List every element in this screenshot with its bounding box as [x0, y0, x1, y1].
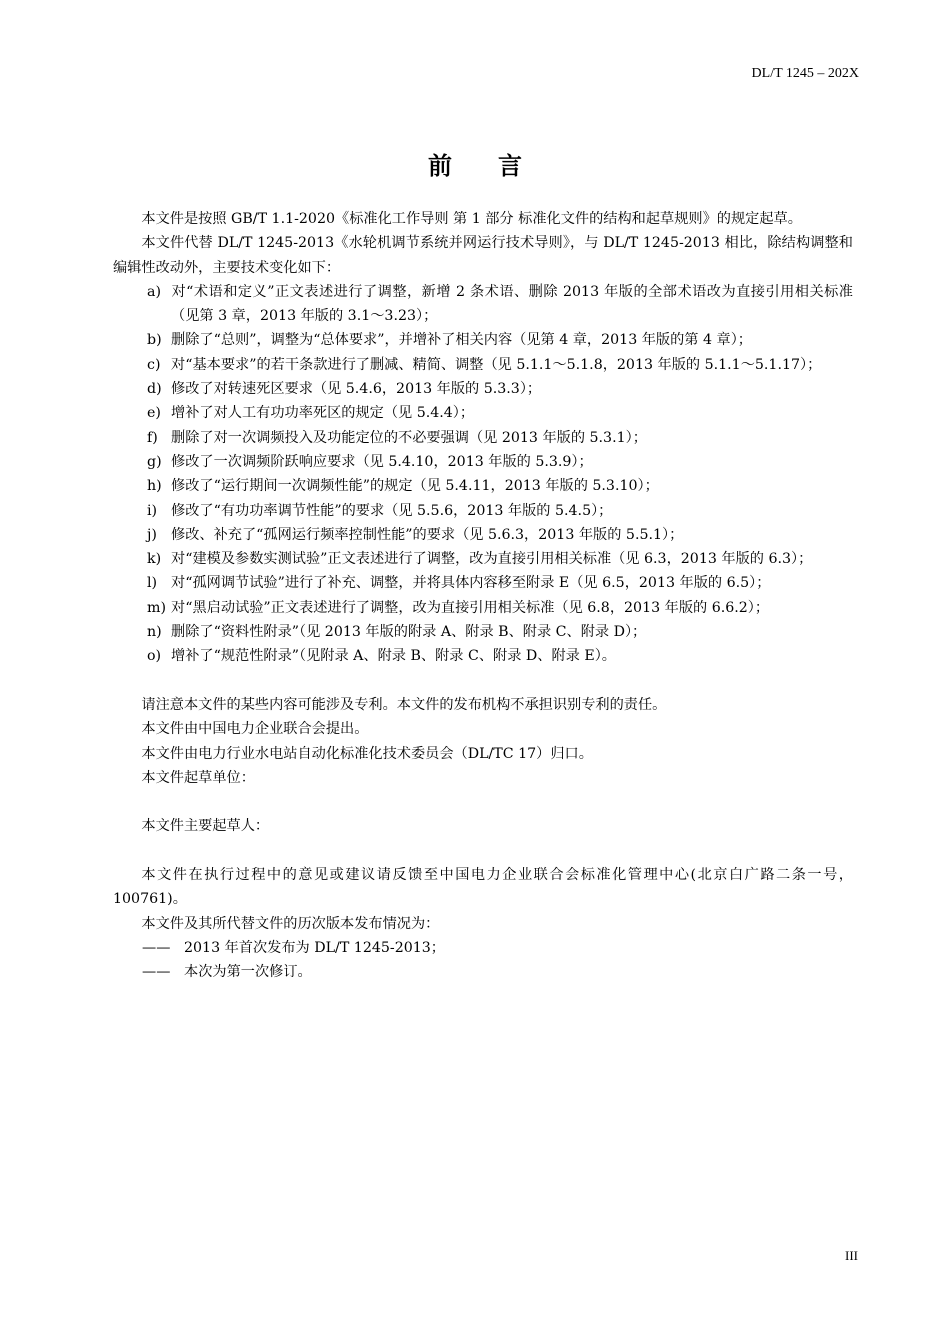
feedback-notice: 本文件在执行过程中的意见或建议请反馈至中国电力企业联合会标准化管理中心(北京白广路二条一号，100761)。: [113, 867, 853, 908]
list-item-text: 对“建模及参数实测试验”正文表述进行了调整，改为直接引用相关标准（见 6.3，2013 年版的 6.3）；: [171, 551, 813, 568]
patent-notice: 请注意本文件的某些内容可能涉及专利。本文件的发布机构不承担识别专利的责任。: [141, 696, 667, 713]
history-dash: ——: [142, 939, 171, 956]
list-item-label: n): [147, 624, 162, 641]
list-item-label: i): [147, 502, 158, 519]
list-item: [113, 499, 853, 523]
history-dash: ——: [142, 964, 171, 981]
list-item-text: 删除了“资料性附录”（见 2013 年版的附录 A、附录 B、附录 C、附录 D）；: [171, 624, 647, 641]
page-title: [0, 146, 950, 181]
list-item-label: o): [147, 648, 162, 665]
title-char-2: 言: [498, 152, 522, 180]
list-item: [113, 401, 853, 425]
list-item-text: 修改了“有功功率调节性能”的要求（见 5.5.6，2013 年版的 5.4.5）；: [171, 502, 613, 519]
list-item-label: a): [147, 283, 161, 300]
list-item: [113, 547, 853, 571]
technical-changes-list: [113, 280, 853, 669]
list-item-text: 修改了“运行期间一次调频性能”的规定（见 5.4.11，2013 年版的 5.3.10）；: [171, 478, 659, 495]
document-code: DL/T 1245 – 202X: [751, 66, 859, 81]
list-item: [113, 620, 853, 644]
list-item-text: 对“术语和定义”正文表述进行了调整，新增 2 条术语、删除 2013 年版的全部术语改为直接引用相关标准（见第 3 章，2013 年版的 3.1～3.23）；: [171, 283, 853, 325]
history-item: [113, 936, 853, 960]
list-item-label: g): [147, 453, 162, 470]
list-item: [113, 644, 853, 668]
drafting-units: 本文件起草单位：: [141, 769, 255, 786]
list-item: [113, 377, 853, 401]
list-item-text: 增补了“规范性附录”（见附录 A、附录 B、附录 C、附录 D、附录 E）。: [171, 648, 616, 665]
list-item-text: 对“孤网调节试验”进行了补充、调整，并将具体内容移至附录 E（见 6.5，2013 年版的 6.5）；: [171, 575, 771, 592]
list-item-text: 对“黑启动试验”正文表述进行了调整，改为直接引用相关标准（见 6.8，2013 年版的 6.6.2）；: [171, 599, 770, 616]
list-item: [113, 523, 853, 547]
history-text: 2013 年首次发布为 DL/T 1245-2013；: [184, 939, 445, 956]
list-item-label: k): [147, 551, 162, 568]
list-item: [113, 426, 853, 450]
intro-paragraph: 本文件是按照 GB/T 1.1-2020《标准化工作导则 第 1 部分 标准化文件的结构和起草规则》的规定起草。: [141, 211, 802, 227]
list-item: [113, 571, 853, 595]
history-item: [113, 960, 853, 984]
title-char-1: 前: [428, 152, 452, 180]
intro-paragraph: 本文件代替 DL/T 1245-2013《水轮机调节系统并网运行技术导则》，与 DL/T 1245-2013 相比，除结构调整和编辑性改动外，主要技术变化如下：: [113, 235, 853, 276]
list-item: [113, 450, 853, 474]
list-item-text: 修改、补充了“孤网运行频率控制性能”的要求（见 5.6.3，2013 年版的 5.5.1）；: [171, 526, 684, 543]
list-item-text: 对“基本要求”的若干条款进行了删减、精简、调整（见 5.1.1～5.1.8，2013 年版的 5.1.1～5.1.17）；: [171, 356, 822, 373]
list-item-text: 增补了对人工有功功率死区的规定（见 5.4.4）；: [171, 405, 475, 422]
list-item: [113, 328, 853, 352]
list-item-label: c): [147, 356, 161, 373]
list-item-label: j): [147, 526, 157, 543]
list-item-text: 删除了对一次调频投入及功能定位的不必要强调（见 2013 年版的 5.3.1）；: [171, 429, 647, 446]
page-number: III: [845, 1248, 858, 1263]
list-item: [113, 353, 853, 377]
list-item-label: d): [147, 381, 162, 398]
list-item-label: m): [147, 599, 166, 616]
history-text: 本次为第一次修订。: [184, 964, 312, 981]
list-item-label: h): [147, 478, 162, 495]
list-item: [113, 596, 853, 620]
list-item-label: l): [147, 575, 158, 592]
list-item-label: f): [147, 429, 158, 446]
list-item: [113, 280, 853, 329]
proposed-by: 本文件由中国电力企业联合会提出。: [141, 721, 369, 738]
centralized-by: 本文件由电力行业水电站自动化标准化技术委员会（DL/TC 17）归口。: [141, 745, 593, 762]
list-item-text: 修改了一次调频阶跃响应要求（见 5.4.10，2013 年版的 5.3.9）；: [171, 453, 593, 470]
list-item-label: b): [147, 332, 162, 349]
list-item-text: 修改了对转速死区要求（见 5.4.6，2013 年版的 5.3.3）；: [171, 381, 542, 398]
foreword-body: [113, 207, 853, 985]
main-drafters: 本文件主要起草人：: [141, 818, 270, 835]
list-item: [113, 474, 853, 498]
list-item-text: 删除了“总则”，调整为“总体要求”，并增补了相关内容（见第 4 章，2013 年版的第 4 章）；: [171, 332, 752, 349]
history-intro: 本文件及其所代替文件的历次版本发布情况为：: [141, 915, 440, 932]
list-item-label: e): [147, 405, 161, 422]
